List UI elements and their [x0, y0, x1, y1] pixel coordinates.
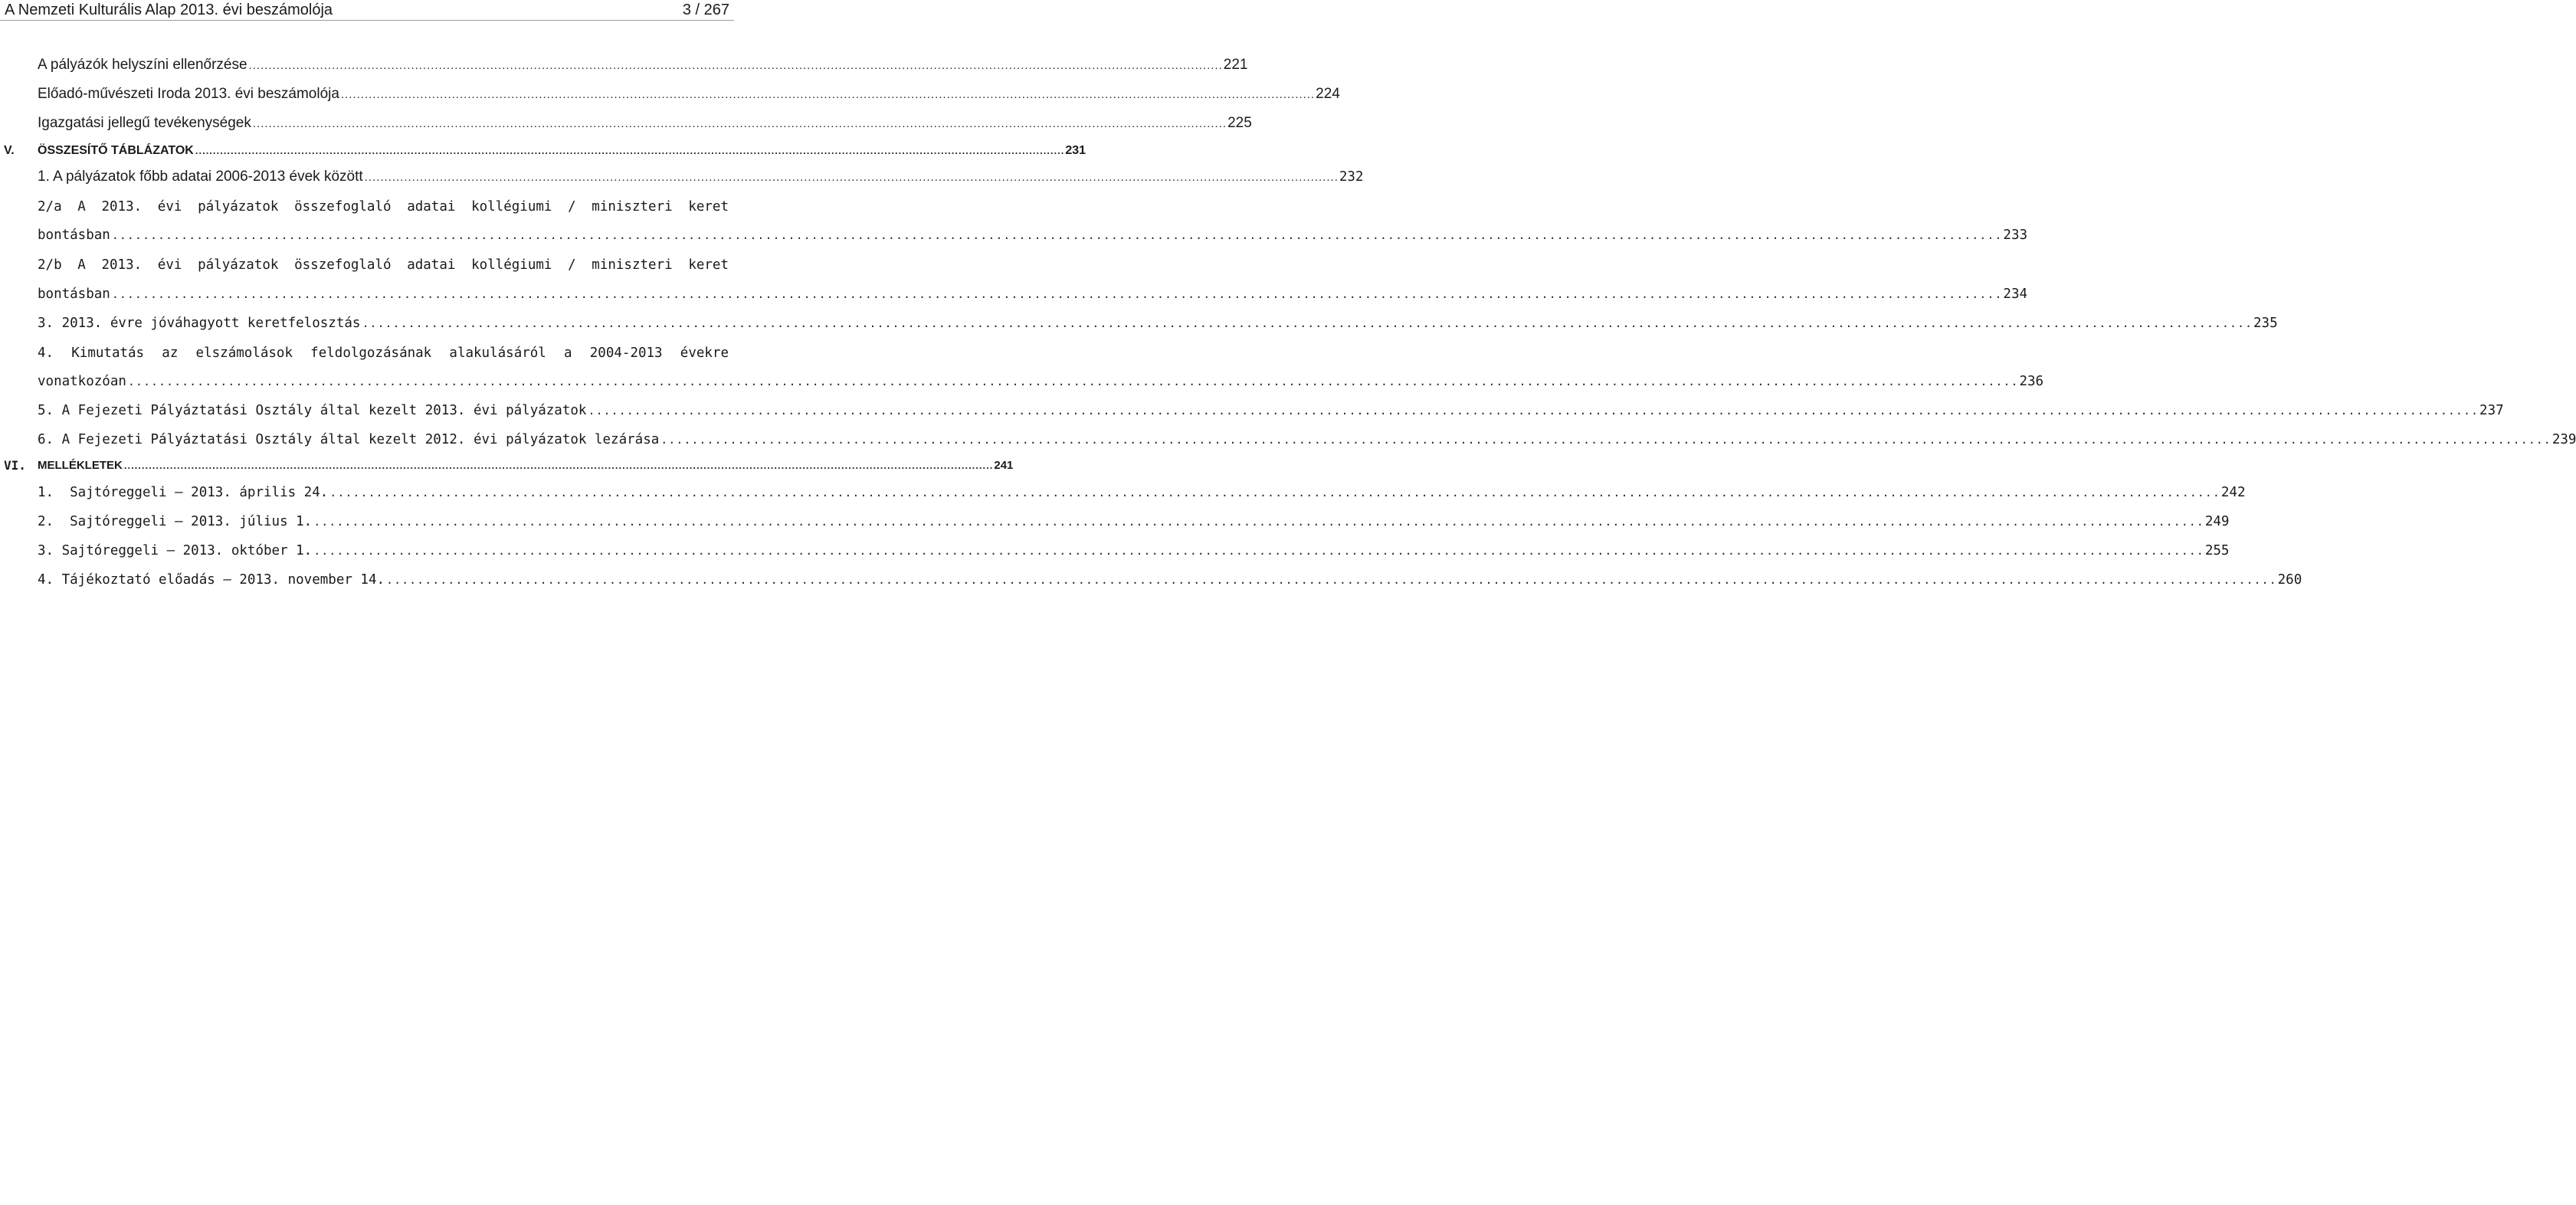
toc-entry-page: 260: [2277, 572, 2302, 588]
toc-entry-page: 235: [2253, 316, 2278, 331]
toc-entry[interactable]: [38, 428, 2576, 451]
toc-entry-page: 255: [2204, 543, 2230, 558]
toc-entry-page: 233: [2003, 228, 2028, 243]
toc-leader: ......................................................................................................................................................................................................................................................: [313, 544, 2204, 558]
toc-leader: ......................................................................................................................................................................................................................................................: [123, 460, 994, 471]
document-title: A Nemzeti Kulturális Alap 2013. évi beszámolója: [5, 2, 333, 18]
toc-entry[interactable]: [38, 112, 1252, 135]
page-counter: 3 / 267: [682, 2, 729, 18]
toc-entry-page: 236: [2019, 374, 2044, 389]
toc-leader: ......................................................................................................................................................................................................................................................: [248, 59, 1223, 72]
toc-entry[interactable]: [38, 568, 2302, 591]
toc-entry-line-1[interactable]: 2/b A 2013. évi pályázatok összefoglaló adatai kollégiumi / miniszteri keret: [38, 257, 729, 273]
toc-entry-page: 239: [2551, 432, 2576, 447]
toc-entry[interactable]: [38, 399, 2504, 422]
toc-entry[interactable]: [38, 481, 2246, 504]
toc-entry-title: ÖSSZESÍTŐ TÁBLÁZATOK: [38, 144, 194, 157]
toc-leader: ......................................................................................................................................................................................................................................................: [660, 433, 2551, 447]
toc-entry-title: 4. Tájékoztató előadás – 2013. november 14.: [38, 572, 385, 588]
toc-entry-title: vonatkozóan: [38, 374, 126, 389]
toc-section-entry[interactable]: [38, 139, 1086, 162]
toc-leader: ......................................................................................................................................................................................................................................................: [313, 515, 2204, 529]
toc-entry-title: bontásban: [38, 287, 110, 302]
toc-leader: ......................................................................................................................................................................................................................................................: [127, 375, 2019, 388]
toc-leader: ......................................................................................................................................................................................................................................................: [252, 117, 1227, 130]
toc-entry-title: Igazgatási jellegű tevékenységek: [38, 115, 251, 131]
toc-entry-title: 3. 2013. évre jóváhagyott keretfelosztás: [38, 316, 361, 331]
page-header: [0, 0, 734, 21]
section-number: VI.: [4, 458, 26, 473]
toc-entry[interactable]: [38, 539, 2230, 562]
toc-entry-page: 249: [2204, 514, 2230, 529]
toc-entry-title: 1. Sajtóreggeli – 2013. április 24.: [38, 485, 329, 500]
toc-leader: ......................................................................................................................................................................................................................................................: [362, 316, 2253, 330]
toc-entry-page: 232: [1339, 169, 1364, 185]
toc-entry-title: bontásban: [38, 228, 110, 243]
toc-entry-title: A pályázók helyszíni ellenőrzése: [38, 57, 247, 73]
toc-leader: ......................................................................................................................................................................................................................................................: [588, 404, 2479, 417]
toc-leader: ......................................................................................................................................................................................................................................................: [386, 573, 2277, 587]
toc-leader: ......................................................................................................................................................................................................................................................: [111, 228, 2003, 242]
toc-entry[interactable]: [38, 165, 1364, 188]
toc-entry[interactable]: [38, 312, 2278, 335]
toc-entry-title: MELLÉKLETEK: [38, 459, 123, 472]
toc-entry-title: Előadó-művészeti Iroda 2013. évi beszámolója: [38, 86, 339, 102]
toc-entry[interactable]: [38, 224, 2028, 247]
toc-entry-title: 3. Sajtóreggeli – 2013. október 1.: [38, 543, 313, 558]
toc-leader: ......................................................................................................................................................................................................................................................: [195, 145, 1065, 156]
toc-section-entry[interactable]: [38, 454, 1014, 477]
toc-leader: ......................................................................................................................................................................................................................................................: [364, 171, 1339, 184]
toc-leader: ......................................................................................................................................................................................................................................................: [111, 287, 2003, 301]
toc-entry-line-1[interactable]: 4. Kimutatás az elszámolások feldolgozásának alakulásáról a 2004-2013 évekre: [38, 345, 729, 361]
toc-leader: ......................................................................................................................................................................................................................................................: [340, 88, 1316, 101]
toc-entry-page: 221: [1223, 57, 1248, 73]
toc-entry-page: 241: [994, 459, 1014, 472]
toc-entry-line-1[interactable]: 2/a A 2013. évi pályázatok összefoglaló adatai kollégiumi / miniszteri keret: [38, 199, 729, 214]
toc-entry[interactable]: [38, 370, 2044, 393]
toc-entry-page: 225: [1227, 115, 1252, 131]
toc-entry-page: 242: [2220, 485, 2246, 500]
toc-entry-title: 1. A pályázatok főbb adatai 2006-2013 évek között: [38, 169, 363, 185]
toc-entry[interactable]: [38, 510, 2230, 533]
toc-entry[interactable]: [38, 283, 2028, 306]
toc-entry-title: 2. Sajtóreggeli – 2013. július 1.: [38, 514, 313, 529]
toc-entry-page: 224: [1316, 86, 1340, 102]
toc-entry-title: 6. A Fejezeti Pályáztatási Osztály által kezelt 2012. évi pályázatok lezárása: [38, 432, 660, 447]
toc-entry-title: 5. A Fejezeti Pályáztatási Osztály által kezelt 2013. évi pályázatok: [38, 403, 587, 418]
toc-leader: ......................................................................................................................................................................................................................................................: [329, 486, 2220, 499]
toc-entry-page: 231: [1065, 144, 1086, 157]
toc-entry-page: 237: [2479, 403, 2504, 418]
section-number: V.: [4, 144, 15, 157]
toc-entry[interactable]: [38, 83, 1340, 106]
toc-entry[interactable]: [38, 54, 1248, 77]
toc-entry-page: 234: [2003, 287, 2028, 302]
